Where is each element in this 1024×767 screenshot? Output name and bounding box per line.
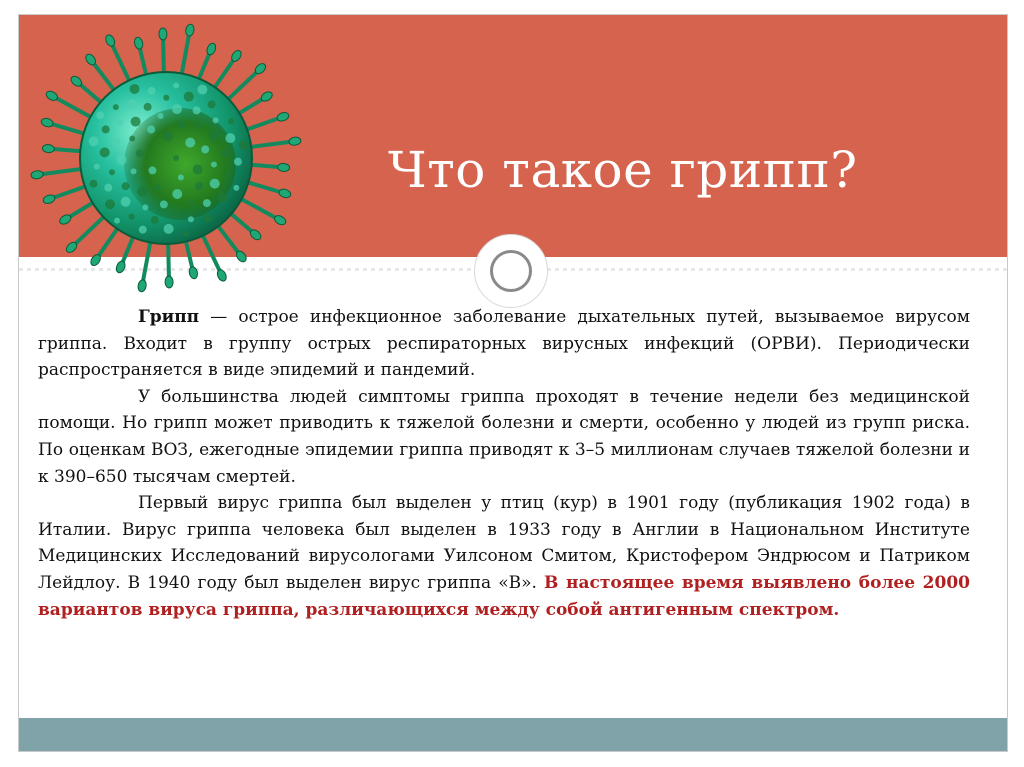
history-text: Первый вирус гриппа был выделен у птиц (кур) в 1901 году (публикация 1902 года) в Италии. Вирус гриппа человека был выделен в 1933 году в Англии в Национальном Институте Медицинских Исследований вирусологами Уилсоном Смитом, Кристофером Эндрюсом и Патриком Лейдлоу. В 1940 году был выделен вирус гриппа «В». — [38, 493, 970, 593]
ring-ornament-inner — [490, 250, 532, 292]
definition-text: — острое инфекционное заболевание дыхательных путей, вызываемое вирусом гриппа. Входит в группу острых респираторных вирусных инфекций (ОРВИ). Периодически распространяется в виде эпидемий и пандемий. — [38, 307, 970, 381]
content-body — [38, 304, 970, 623]
emphasis-variants: В настоящее время выявлено более 2000 вариантов вируса гриппа, различающихся между собой антигенным спектром. — [38, 572, 970, 620]
slide-title: Что такое грипп? — [388, 141, 858, 199]
bottom-band — [19, 718, 1007, 751]
virus-icon — [30, 22, 302, 294]
paragraph-history — [38, 490, 970, 623]
paragraph-symptoms: У большинства людей симптомы гриппа проходят в течение недели без медицинской помощи. Но грипп может приводить к тяжелой болезни и смерти, особенно у людей из групп риска. По оценкам ВОЗ, ежегодные эпидемии гриппа приводят к 3–5 миллионам случаев тяжелой болезни и к 390–650 тысячам смертей. — [38, 386, 970, 487]
paragraph-definition — [38, 304, 970, 384]
term-gripp: Грипп — [138, 307, 200, 327]
